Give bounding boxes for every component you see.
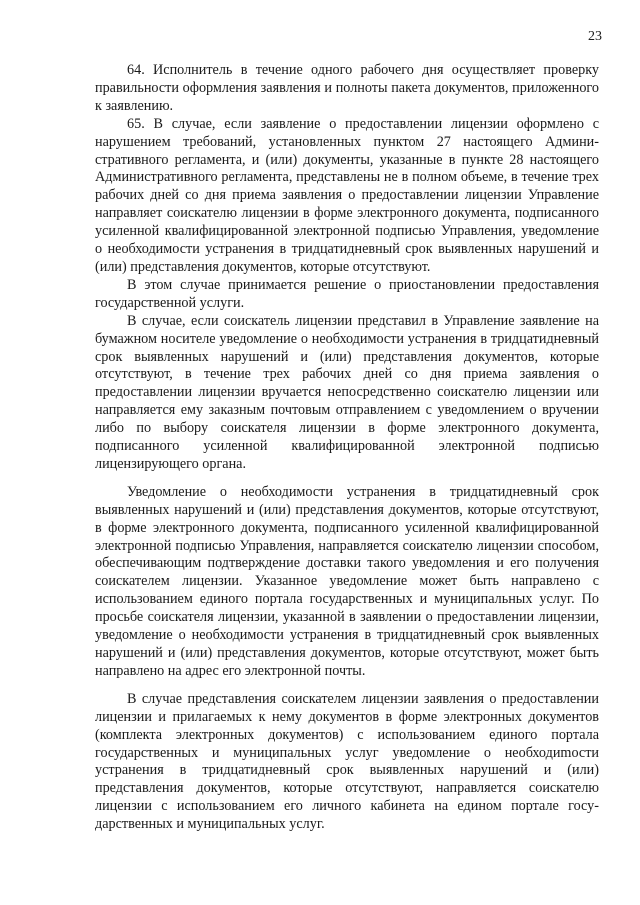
paragraph-64: 64. Исполнитель в течение одного рабочего дня осуществляет проверку правильности оформления заявления и полноты пакета документов, приложенного к заявлению. — [95, 62, 599, 114]
paragraph-paper-submission: В случае, если соискатель лицензии представил в Управление заявление на бумажном носителе уведомление о необходимости устранения в тридцатидневный срок выявленных нарушений и (или) представления документов, которые отсутствуют, в течение трех рабочих дней со дня приема заявления о предоставлении лицензии вручается непосредственно соискателю лицензии или направляется ему заказным почтовым отправлением с уведомлением о вручении либо по выбору соискателя лицензии в форме электронного документа, подписанного усиленной квалифицированной электронной подписью лицензирующего органа. — [95, 312, 599, 472]
paragraph-notice-delivery: Уведомление о необходимости устранения в тридцатидневный срок выявленных нарушений и (или) представления документов, которые отсутствуют, в форме электронного документа, подписанного усиленной квалифицированной электронной подписью Управления, направляется соискателю лицензии способом, обеспечивающим подтверждение доставки такого уведомления и его получения соискателем лицензии. Указанное уведомление может быть направлено с использованием единого портала государственных и муниципальных услуг. По просьбе соискателя лицензии, указанной в заявлении о предоставлении лицензии, уведомление о необходимости устранения в тридцатидневный срок выявленных нарушений и (или) представления документов, которые отсутствуют, может быть направлено на адрес его электронной почты. — [95, 483, 599, 679]
paragraph-portal-submission: В случае представления соискателем лицензии заявления о предоставлении лицензии и прилагаемых к нему документов в форме электронных документов (комплекта электронных документов) с использованием единого портала государственных и муниципальных услуг уведомление о необходиmости устранения в тридцатидневный срок выявленных нарушений и (или) представления документов, которые отсутствуют, направляется соискателю лицензии с использованием его личного кабинета на едином портале государственных и муниципальных услуг. — [95, 690, 599, 833]
document-body — [95, 62, 599, 834]
paragraph-suspension: В этом случае принимается решение о приостановлении предоставления государственной услуги. — [95, 276, 599, 311]
page-number: 23 — [588, 29, 602, 44]
paragraph-65: 65. В случае, если заявление о предоставлении лицензии оформлено с нарушением требований, установленных пунктом 27 настоящего Административного регламента, и (или) документы, указанные в пункте 28 настоящего Административного регламента, представлены не в полном объеме, в течение трех рабочих дней со дня приема заявления о предоставлении лицензии Управление направляет соискателю лицензии в форме электронного документа, подписанного усиленной квалифицированной электронной подписью Управления, уведомление о необходимости устранения в тридцатидневный срок выявленных нарушений и (или) представления документов, которые отсутствуют. — [95, 115, 599, 275]
